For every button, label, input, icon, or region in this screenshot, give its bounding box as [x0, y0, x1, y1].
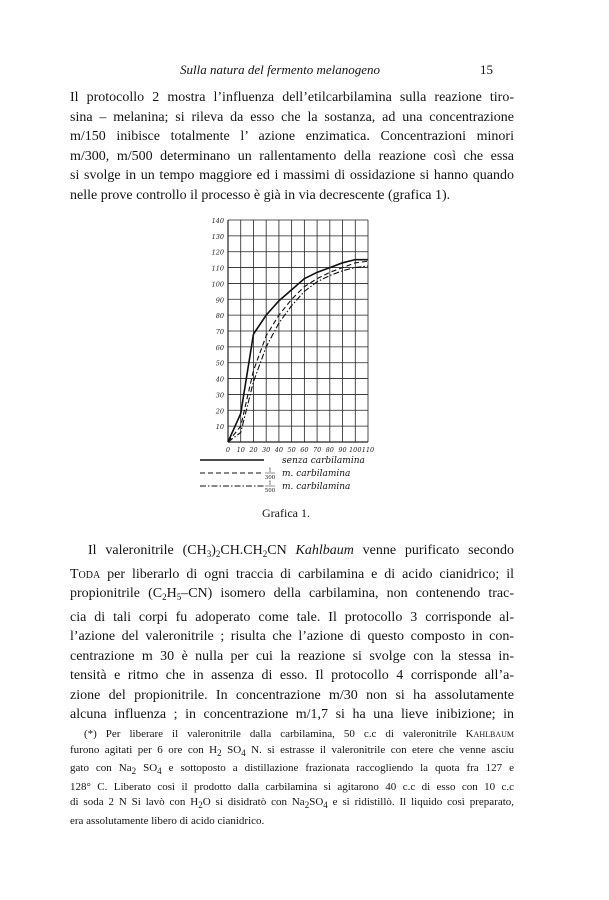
footnote-line: gato con $Na_2$ $SO_4$ e sottoposto a distillazione frazionata raccogliendo la quota fra 127 e — [70, 762, 514, 776]
y-tick-label: 70 — [215, 328, 224, 336]
footnote-line: (*) Per liberare il valeronitrile dalla carbilamina, 50 c.c di valeronitrile Kahlbaum — [84, 728, 514, 740]
y-tick-label: 110 — [211, 264, 224, 273]
x-tick-labels — [226, 446, 374, 454]
y-tick-label: 80 — [215, 312, 224, 321]
y-tick-label: 90 — [215, 296, 224, 305]
y-tick-label: 100 — [211, 280, 224, 289]
y-tick-label: 20 — [215, 407, 224, 416]
x-tick-label: 40 — [274, 446, 284, 454]
text-line: zione del propionitrile. In concentrazione m/30 non si ha assolutamente — [70, 687, 514, 703]
text-line: sina – melanina; si rileva da esso che la sostanza, ad una concentrazione — [70, 109, 514, 125]
footnote — [70, 727, 514, 829]
page-number: 15 — [480, 62, 493, 77]
x-tick-label: 70 — [312, 446, 322, 454]
chart-legend — [200, 456, 365, 494]
legend-fraction-den: 500 — [264, 488, 276, 494]
legend-label: m. carbilamina — [282, 469, 351, 479]
y-tick-label: 60 — [215, 343, 224, 352]
legend-fraction-num: 1 — [268, 467, 272, 474]
legend-fraction-den: 300 — [264, 475, 276, 481]
oxidation-chart — [190, 210, 410, 500]
series-lines — [228, 260, 368, 442]
footnote-line: di soda 2 N Si lavò con $H_2O$ si disidratò con $Na_2SO_4$ e si ridistillò. Il liquido così preparato, — [70, 796, 515, 810]
chart-grid — [228, 220, 368, 442]
text-line: l’azione del valeronitrile ; risulta che l’azione di questo composto in con- — [70, 629, 514, 644]
footnote-line: era assolutamente libero di acido cianidrico. — [70, 814, 265, 827]
text-line: m/150 inibisce totalmente l’ azione enzimatica. Concentrazioni minori — [70, 129, 514, 144]
y-tick-label: 120 — [211, 248, 224, 257]
text-line: Il protocollo 2 mostra l’influenza dell’etilcarbilamina sulla reazione tiro- — [70, 90, 514, 105]
footnote-line: 128° C. Liberato così il prodotto dalla carbilamina si agitarono 40 c.c di esso con 10 c.c — [70, 780, 514, 793]
x-tick-label: 110 — [361, 446, 375, 454]
y-tick-label: 130 — [211, 232, 224, 241]
text-line: cia di tali corpi fu adoperato come tale. Il protocollo 3 corrisponde al- — [70, 609, 514, 625]
x-tick-label: 20 — [249, 446, 258, 454]
paragraph-2 — [70, 541, 514, 725]
y-tick-label: 140 — [211, 217, 224, 225]
text-line: m/300, m/500 determinano un rallentamento della reazione così che essa — [70, 148, 514, 164]
y-tick-label: 10 — [215, 423, 224, 432]
series-line — [228, 261, 368, 442]
text-line: nelle prove controllo il processo è già in via decrescente (grafica 1). — [70, 187, 451, 203]
y-tick-labels — [212, 217, 224, 431]
text-line: alcuna influenza ; in concentrazione m/1,7 si ha una lieve inibizione; in — [70, 707, 514, 722]
x-tick-label: 60 — [300, 446, 309, 454]
text-line: Il valeronitrile $(CH_3)_2CH.CH_2CN$ Kahlbaum venne purificato secondo — [88, 543, 515, 559]
y-tick-label: 30 — [215, 391, 224, 400]
chart-figure — [190, 210, 410, 500]
y-tick-label: 40 — [215, 375, 224, 384]
text-line: si svolge in un tempo maggiore ed i massimi di ossidazione si hanno quando — [70, 168, 514, 183]
text-line: centrazione m 30 è nulla per cui la reazione si svolge con la stessa in- — [70, 648, 514, 664]
series-line — [228, 260, 368, 442]
x-tick-label: 50 — [287, 446, 296, 454]
text-line: Toda per liberarlo di ogni traccia di carbilamina e di acido cianidrico; il — [70, 566, 514, 582]
x-tick-label: 10 — [236, 446, 245, 454]
y-tick-label: 50 — [215, 359, 224, 368]
text-line: propionitrile $(C_2H_5-CN)$ isomero della carbilamina, non contenendo trac- — [70, 586, 514, 602]
figure-caption: Grafica 1. — [262, 506, 310, 520]
paragraph-1 — [70, 88, 514, 205]
legend-label: m. carbilamina — [282, 482, 351, 492]
x-tick-label: 30 — [262, 446, 271, 454]
x-tick-label: 100 — [349, 446, 362, 454]
x-tick-label: 90 — [338, 446, 347, 454]
legend-fraction-num: 1 — [268, 480, 272, 487]
text-line: tensità e ritmo che in assenza di esso. Il protocollo 4 corrisponde all’a- — [70, 668, 514, 683]
running-header — [0, 62, 609, 78]
legend-label: senza carbilamina — [282, 456, 365, 466]
footnote-line: furono agitati per 6 ore con $H_2$ $SO_4$ N. si estrasse il valeronitrile con etere che venne asciu — [70, 743, 514, 758]
x-tick-label-origin: 0 — [225, 446, 231, 454]
x-tick-label: 80 — [325, 446, 334, 454]
running-title: Sulla natura del fermento melanogeno — [180, 62, 381, 77]
